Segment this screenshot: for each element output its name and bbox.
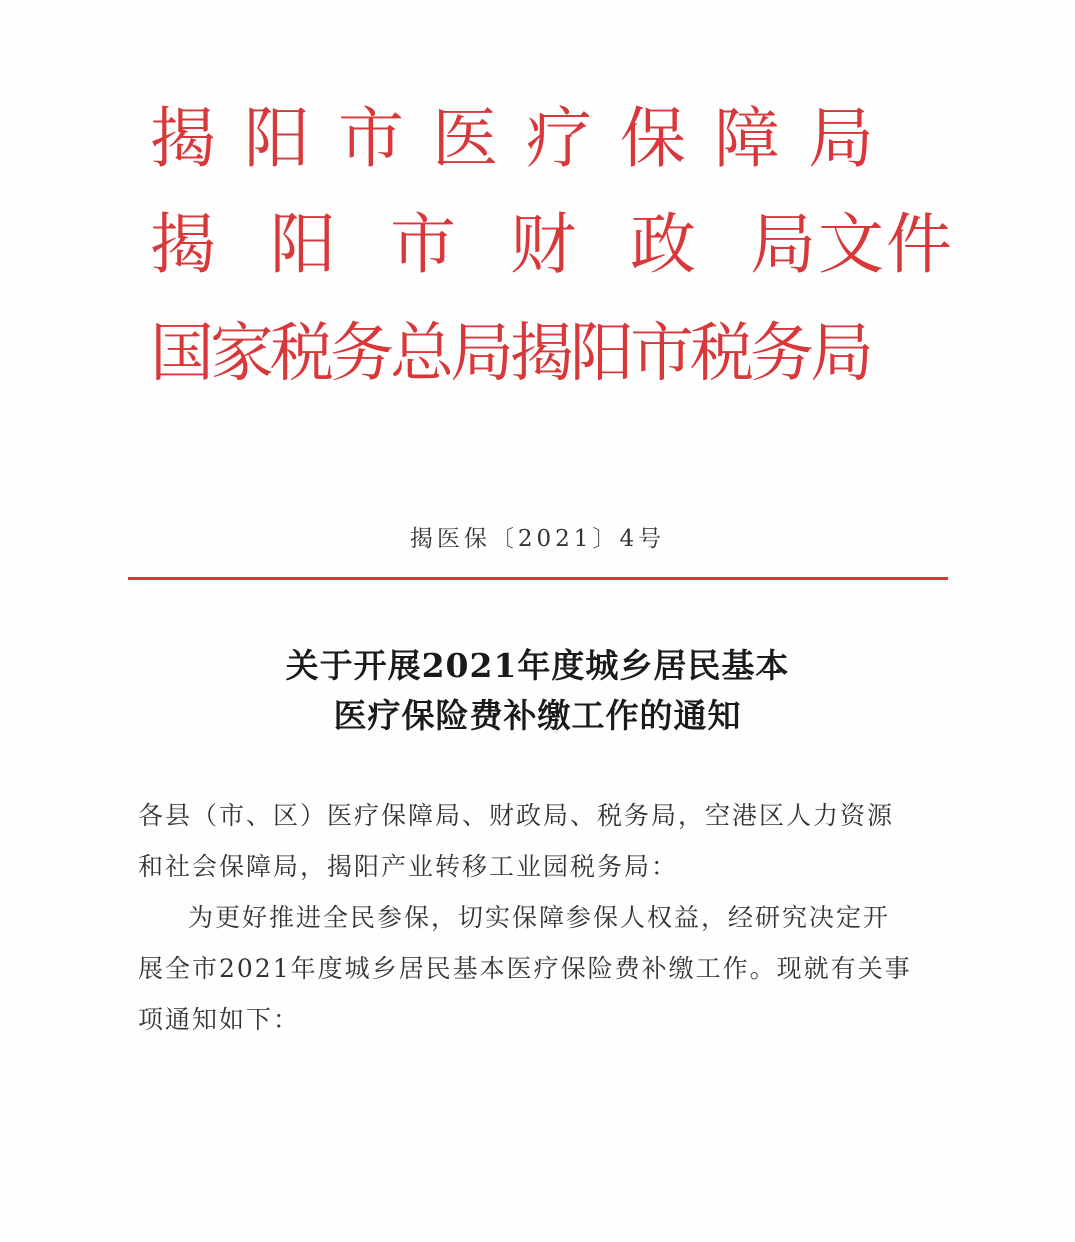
issuer-char: 文 <box>818 206 884 283</box>
issuer-char: 揭 <box>150 206 216 283</box>
paragraph-line: 为更好推进全民参保，切实保障参保人权益，经研究决定开 <box>188 903 891 932</box>
issuer-char: 市 <box>390 206 456 283</box>
issuer-char: 揭 <box>150 100 216 177</box>
issuer-line-medical-security-bureau <box>150 100 902 177</box>
paragraph-line: 展全市2021年度城乡居民基本医疗保险费补缴工作。现就有关事 <box>138 954 912 983</box>
paragraph-line: 项通知如下： <box>138 1005 301 1034</box>
notice-title-line-2: 医疗保险费补缴工作的通知 <box>333 696 742 735</box>
issuer-line-finance-bureau <box>150 206 954 283</box>
red-divider-line <box>128 577 948 580</box>
body-paragraph <box>138 892 938 1045</box>
issuer-char: 阳 <box>244 100 310 177</box>
issuer-char: 局 <box>808 100 874 177</box>
document-number: 揭医保〔2021〕4号 <box>409 526 666 552</box>
issuer-char: 保 <box>620 100 686 177</box>
issuer-char: 阳 <box>270 206 336 283</box>
issuer-char: 疗 <box>526 100 592 177</box>
addressee-block <box>138 790 938 892</box>
addressee-line: 各县（市、区）医疗保障局、财政局、税务局，空港区人力资源 <box>138 801 895 830</box>
issuer-char: 件 <box>886 206 952 283</box>
issuer-char: 障 <box>714 100 780 177</box>
issuer-char: 财 <box>510 206 576 283</box>
notice-title-line-1: 关于开展2021年度城乡居民基本 <box>285 646 790 685</box>
addressee-line: 和社会保障局，揭阳产业转移工业园税务局： <box>138 852 679 881</box>
issuer-line-tax-bureau: 国家税务总局揭阳市税务局 <box>150 317 870 391</box>
issuer-char: 局 <box>750 206 816 283</box>
issuer-char: 医 <box>432 100 498 177</box>
issuer-char: 政 <box>630 206 696 283</box>
issuer-char: 市 <box>338 100 404 177</box>
